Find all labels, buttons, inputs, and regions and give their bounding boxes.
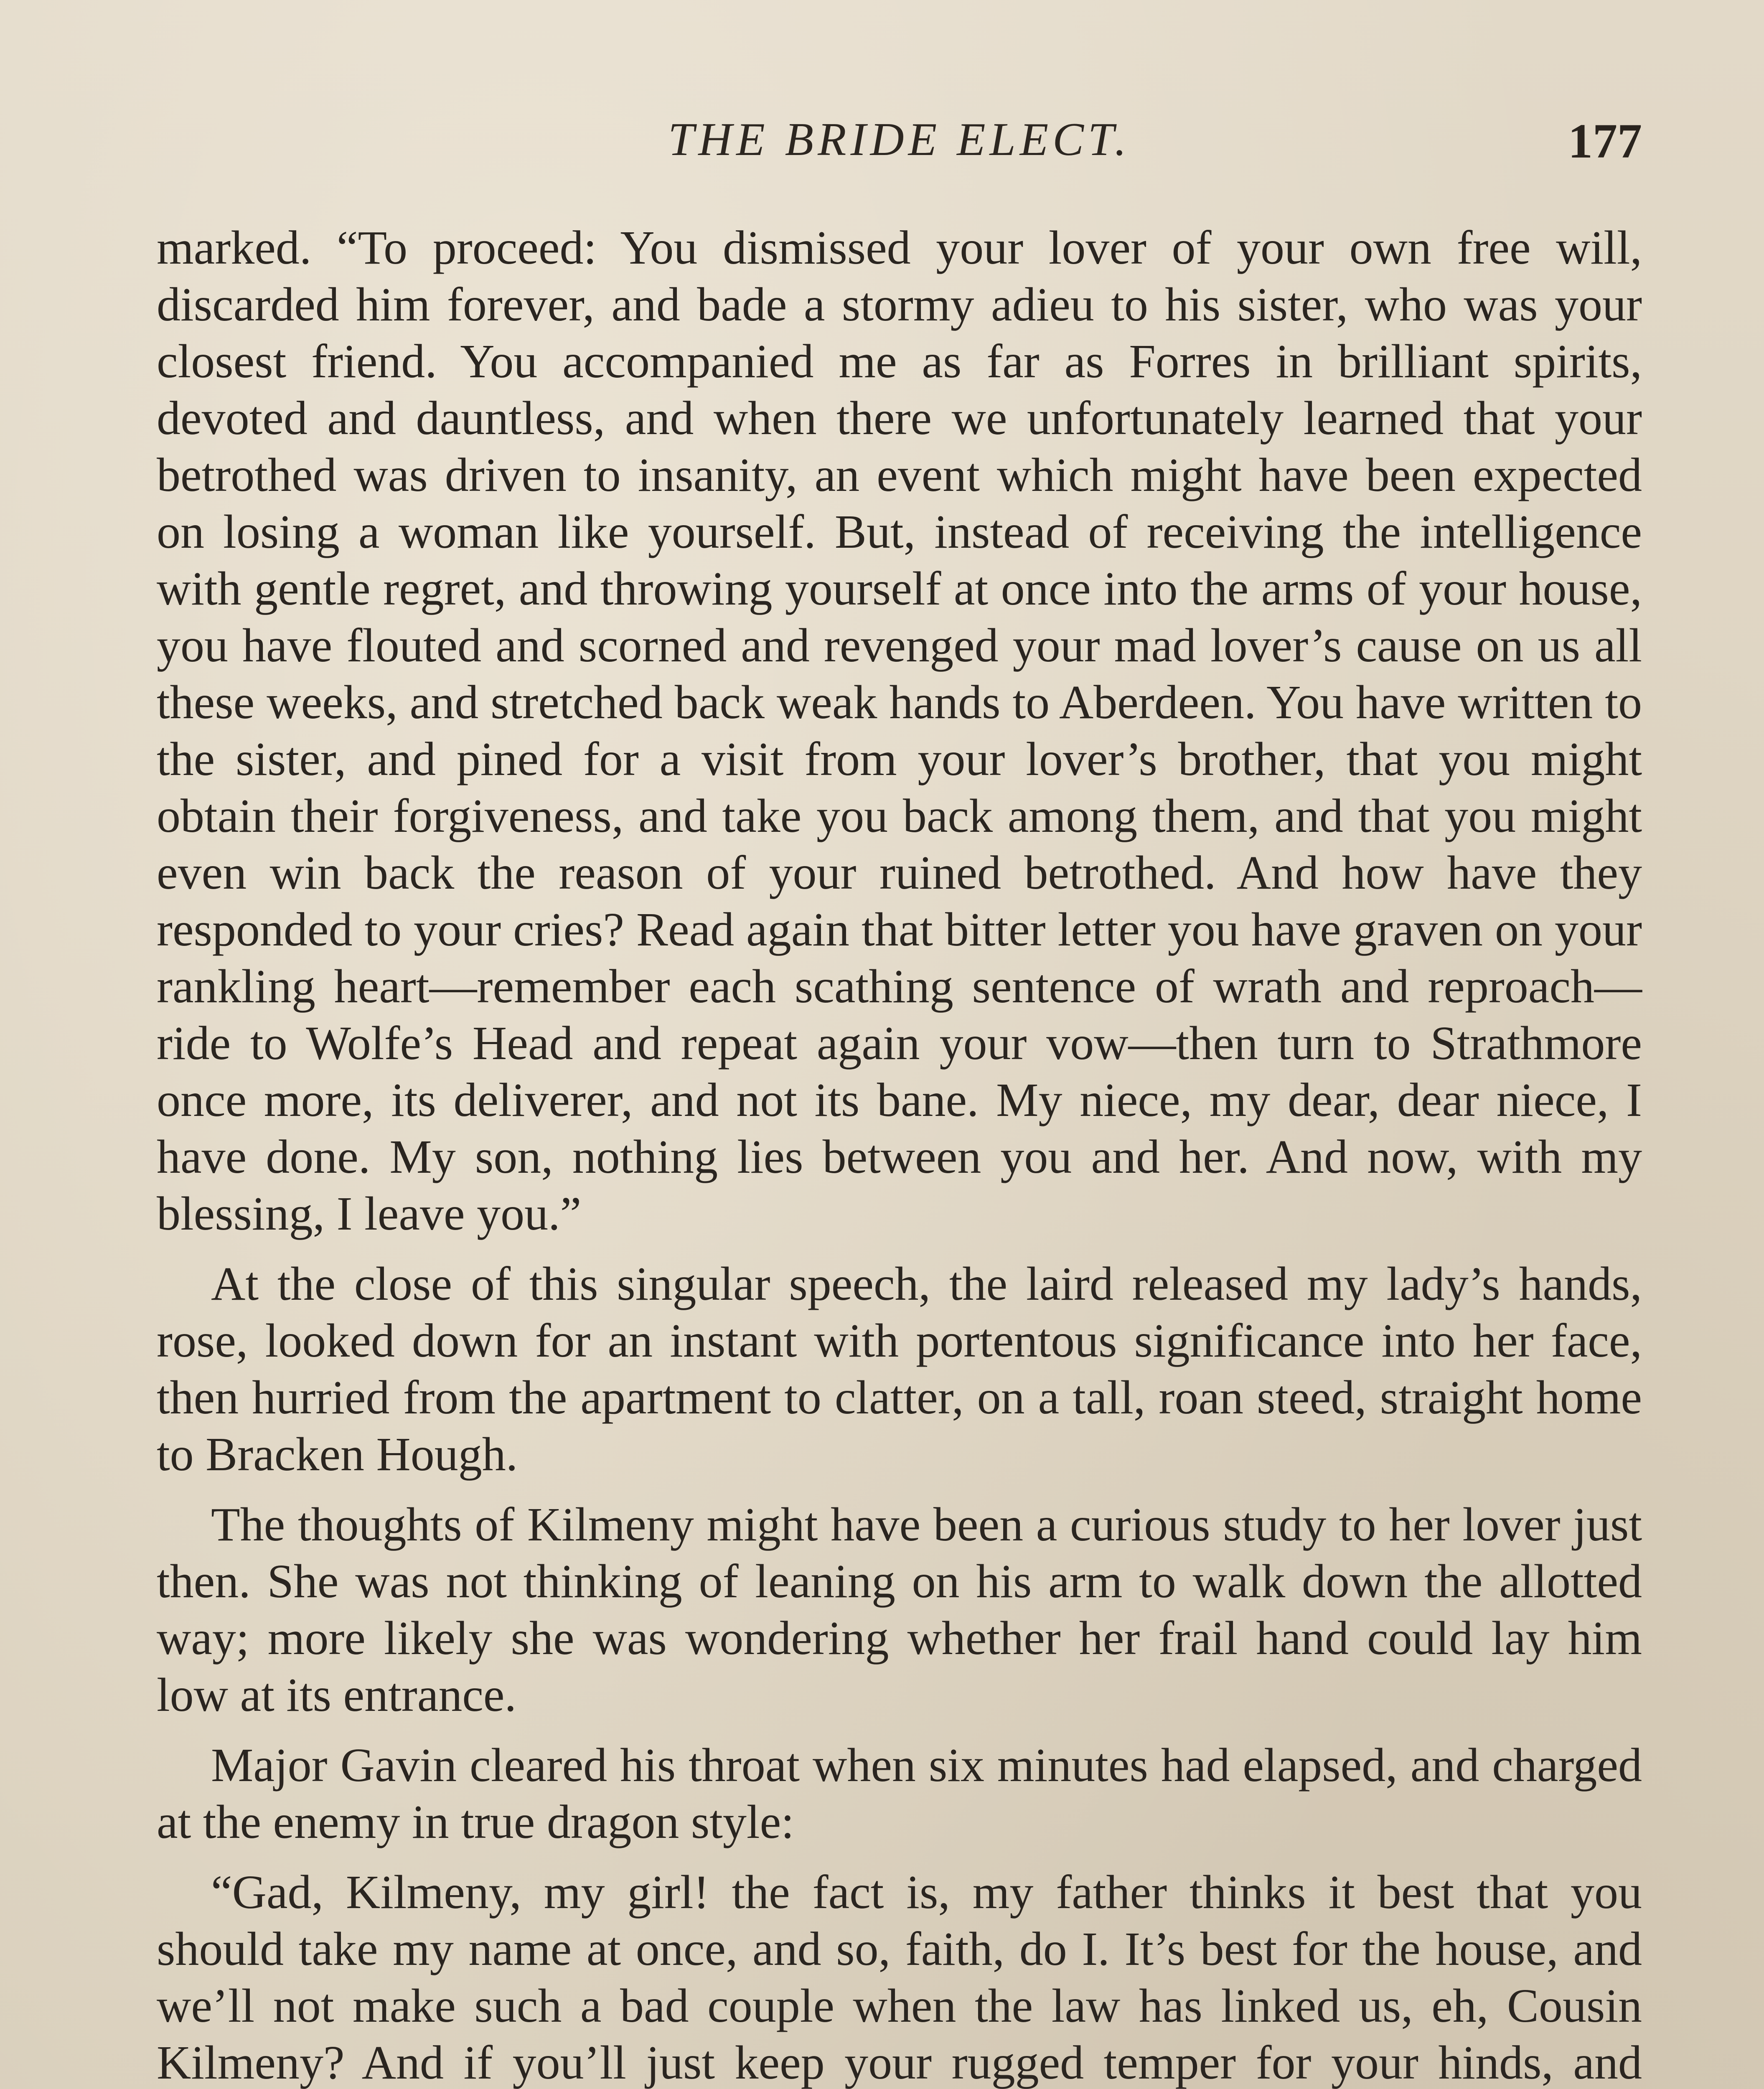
paragraph: The thoughts of Kilmeny might have been a curious study to her lover just then. She was not thinking of leaning on his arm to walk down the allotted way; more likely she was wondering whether her frail hand could lay him low at its entrance.: [157, 1498, 1642, 1721]
paragraph: Major Gavin cleared his throat when six minutes had elapsed, and charged at the enemy in true dragon style:: [157, 1738, 1642, 1848]
running-title: THE BRIDE ELECT.: [668, 114, 1131, 165]
paragraph: marked. “To proceed: You dismissed your lover of your own free will, discarded him forever, and bade a stormy adieu to his sister, who was your closest friend. You accompanied me as far as Forres in brilliant spirits, devoted and dauntless, and when there we unfortunately learned that your betrothed was driven to insanity, an event which might have been expected on losing a woman like yourself. But, instead of receiving the intelligence with gentle regret, and throwing yourself at once into the arms of your house, you have flouted and scorned and revenged your mad lover’s cause on us all these weeks, and stretched back weak hands to Aberdeen. You have written to the sister, and pined for a visit from your lover’s brother, that you might obtain their forgiveness, and take you back among them, and that you might even win back the reason of your ruined betrothed. And how have they responded to your cries? Read again that bitter letter you have graven on your rankling heart—remember each scathing sentence of wrath and reproach—ride to Wolfe’s Head and repeat again your vow—then turn to Strathmore once more, its deliverer, and not its bane. My niece, my dear, dear niece, I have done. My son, nothing lies between you and her. And now, with my blessing, I leave you.”: [157, 221, 1642, 1240]
body-text: [157, 219, 1642, 2089]
paragraph: “Gad, Kilmeny, my girl! the fact is, my father thinks it best that you should take my name at once, and so, faith, do I. It’s best for the house, and we’ll not make such a bad couple when the law has linked us, eh, Cousin Kilmeny? And if you’ll just keep your rugged temper for your hinds, and: [157, 1865, 1642, 2089]
running-header: [157, 113, 1642, 180]
paragraph: At the close of this singular speech, the laird released my lady’s hands, rose, looked down for an instant with portentous significance into her face, then hurried from the apartment to clatter, on a tall, roan steed, straight home to Bracken Hough.: [157, 1257, 1642, 1481]
page-number: 177: [1568, 114, 1642, 168]
